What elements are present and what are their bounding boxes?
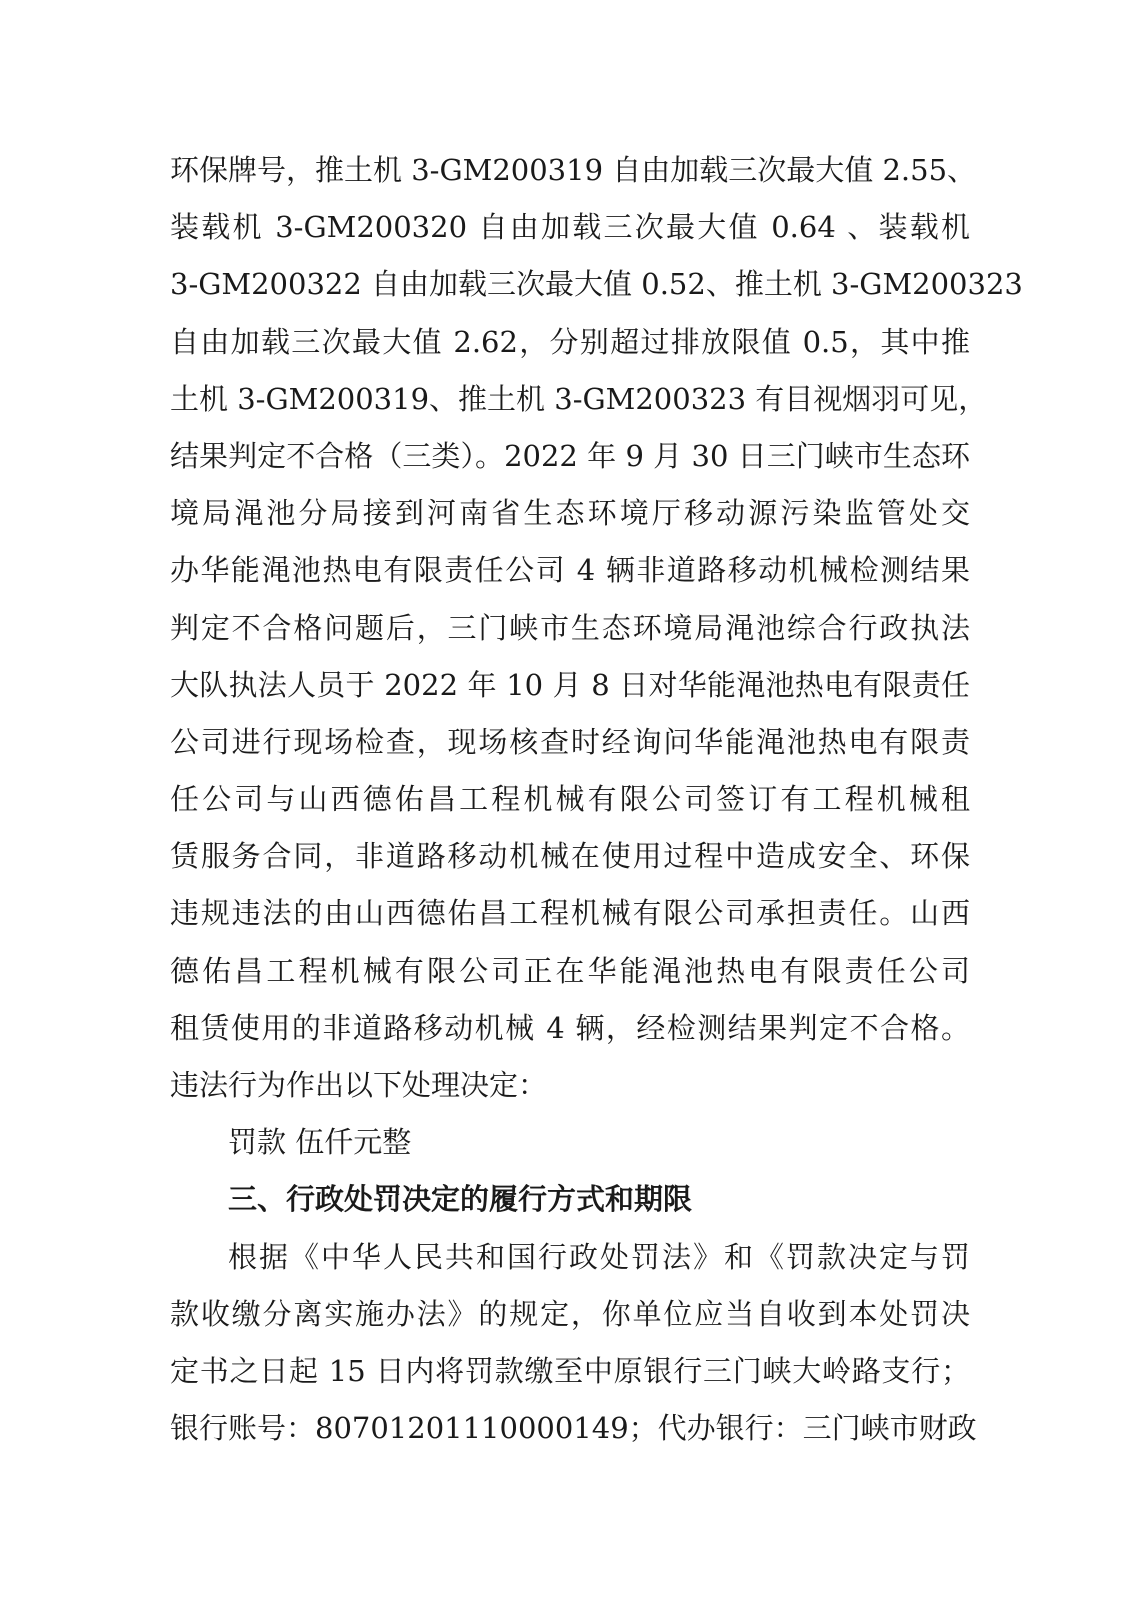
paragraph-line: 自由加载三次最大值 2.62，分别超过排放限值 0.5，其中推 xyxy=(170,324,970,359)
document-body xyxy=(170,142,1023,1457)
paragraph-line: 土机 3-GM200319、推土机 3-GM200323 有目视烟羽可见， xyxy=(170,381,988,416)
paragraph-line: 根据《中华人民共和国行政处罚法》和《罚款决定与罚 xyxy=(228,1239,970,1274)
paragraph-line: 款收缴分离实施办法》的规定，你单位应当自收到本处罚决 xyxy=(170,1296,970,1331)
paragraph-line: 境局渑池分局接到河南省生态环境厅移动源污染监管处交 xyxy=(170,496,970,531)
paragraph-line: 违法行为作出以下处理决定： xyxy=(170,1068,548,1102)
section-heading: 三、行政处罚决定的履行方式和期限 xyxy=(228,1182,693,1217)
paragraph-line: 3-GM200322 自由加载三次最大值 0.52、推土机 3-GM200323 xyxy=(170,267,1023,302)
paragraph-line: 结果判定不合格（三类）。2022 年 9 月 30 日三门峡市生态环 xyxy=(170,438,970,473)
paragraph-line: 赁服务合同，非道路移动机械在使用过程中造成安全、环保 xyxy=(170,839,970,874)
paragraph-line: 装载机 3-GM200320 自由加载三次最大值 0.64 、装载机 xyxy=(170,210,970,245)
paragraph-line: 公司进行现场检查，现场核查时经询问华能渑池热电有限责 xyxy=(170,724,970,759)
paragraph-line: 环保牌号，推土机 3-GM200319 自由加载三次最大值 2.55、 xyxy=(170,153,977,187)
paragraph-line: 任公司与山西德佑昌工程机械有限公司签订有工程机械租 xyxy=(170,782,970,817)
paragraph-line: 办华能渑池热电有限责任公司 4 辆非道路移动机械检测结果 xyxy=(170,553,970,588)
paragraph-line: 德佑昌工程机械有限公司正在华能渑池热电有限责任公司 xyxy=(170,953,970,988)
paragraph-line: 大队执法人员于 2022 年 10 月 8 日对华能渑池热电有限责任 xyxy=(170,667,970,702)
paragraph-line: 定书之日起 15 日内将罚款缴至中原银行三门峡大岭路支行； xyxy=(170,1353,970,1388)
paragraph-line: 银行账号：80701201110000149；代办银行：三门峡市财政 xyxy=(170,1411,977,1446)
paragraph-line: 判定不合格问题后，三门峡市生态环境局渑池综合行政执法 xyxy=(170,610,970,645)
paragraph-line: 租赁使用的非道路移动机械 4 辆，经检测结果判定不合格。 xyxy=(170,1010,970,1045)
penalty-amount: 罚款 伍仟元整 xyxy=(228,1125,412,1160)
paragraph-line: 违规违法的由山西德佑昌工程机械有限公司承担责任。山西 xyxy=(170,896,970,931)
